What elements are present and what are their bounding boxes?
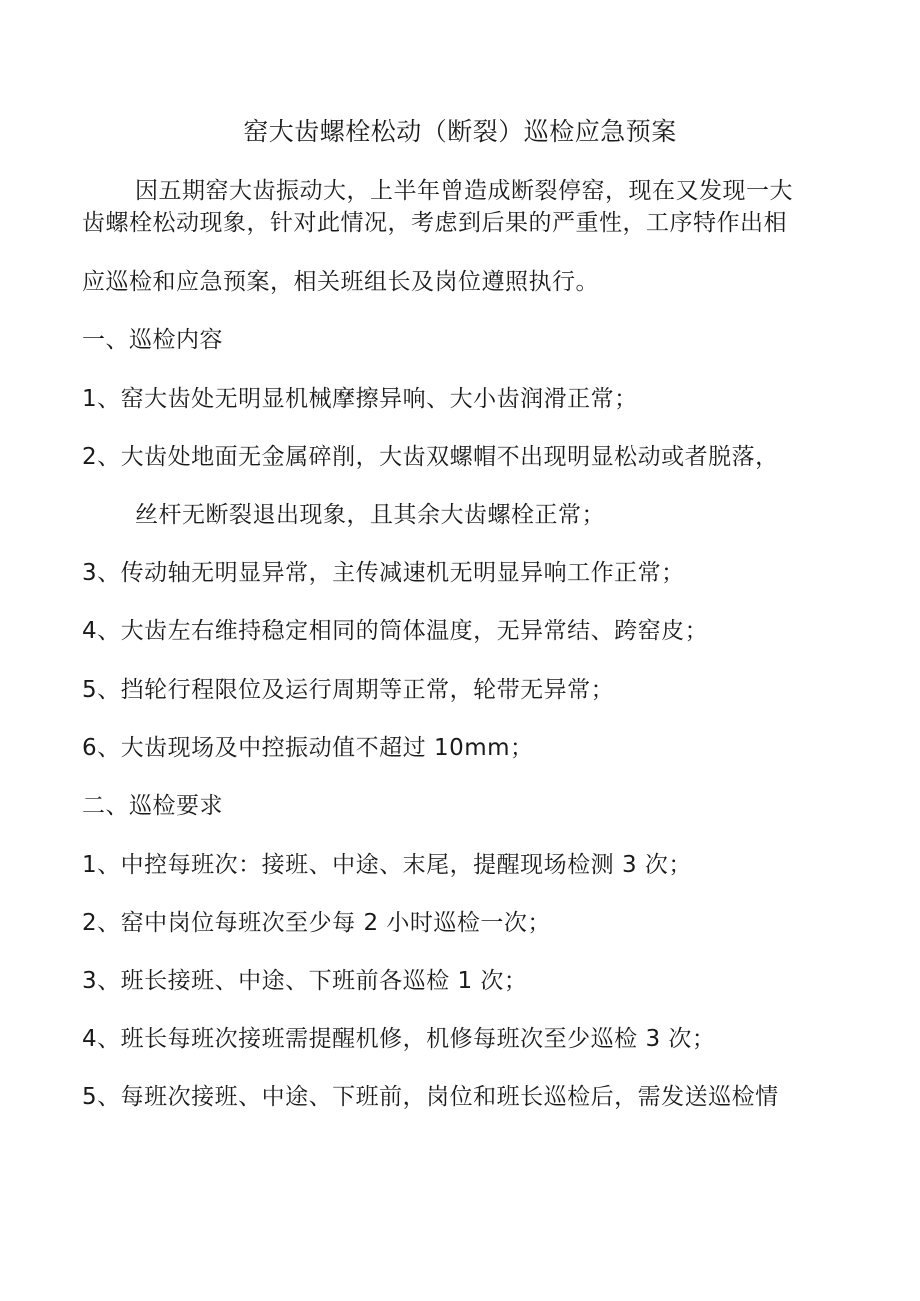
document-title: 窑大齿螺栓松动（断裂）巡检应急预案 <box>243 117 677 146</box>
list-item: 5、挡轮行程限位及运行周期等正常，轮带无异常； <box>82 677 615 703</box>
intro-line-3: 应巡检和应急预案，相关班组长及岗位遵照执行。 <box>82 269 599 295</box>
list-item: 4、班长每班次接班需提醒机修，机修每班次至少巡检 3 次； <box>82 1026 716 1052</box>
list-item: 2、大齿处地面无金属碎削，大齿双螺帽不出现明显松动或者脱落， <box>82 444 779 470</box>
list-item: 3、传动轴无明显异常，主传减速机无明显异响工作正常； <box>82 560 685 586</box>
list-item: 1、中控每班次：接班、中途、末尾，提醒现场检测 3 次； <box>82 852 692 878</box>
list-item: 4、大齿左右维持稳定相同的筒体温度，无异常结、跨窑皮； <box>82 618 709 644</box>
list-item: 2、窑中岗位每班次至少每 2 小时巡检一次； <box>82 910 551 936</box>
intro-line-2: 齿螺栓松动现象，针对此情况，考虑到后果的严重性，工序特作出相 <box>82 210 787 236</box>
list-item: 1、窑大齿处无明显机械摩擦异响、大小齿润滑正常； <box>82 386 638 412</box>
section-heading-inspection-requirements: 二、巡检要求 <box>82 793 223 819</box>
list-item-continuation: 丝杆无断裂退出现象，且其余大齿螺栓正常； <box>135 502 605 528</box>
section-heading-inspection-content: 一、巡检内容 <box>82 327 223 353</box>
list-item: 6、大齿现场及中控振动值不超过 10mm； <box>82 735 534 761</box>
list-item: 5、每班次接班、中途、下班前，岗位和班长巡检后，需发送巡检情 <box>82 1084 779 1110</box>
list-item: 3、班长接班、中途、下班前各巡检 1 次； <box>82 968 528 994</box>
intro-line-1: 因五期窑大齿振动大，上半年曾造成断裂停窑，现在又发现一大 <box>135 178 793 204</box>
